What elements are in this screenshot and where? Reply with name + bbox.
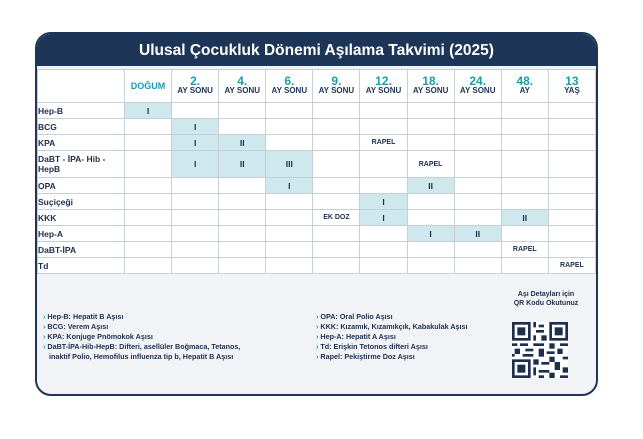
dose-cell <box>266 103 313 119</box>
vaccine-name: OPA <box>38 178 125 194</box>
dose-cell <box>548 226 595 242</box>
dose-cell <box>548 103 595 119</box>
dose-cell <box>266 119 313 135</box>
dose-cell <box>548 135 595 151</box>
dose-cell <box>219 178 266 194</box>
dose-cell <box>125 226 172 242</box>
vaccine-name: KKK <box>38 210 125 226</box>
dose-cell <box>172 194 219 210</box>
dose-cell <box>407 258 454 274</box>
dose-cell <box>172 178 219 194</box>
schedule-title: Ulusal Çocukluk Dönemi Aşılama Takvimi (2025) <box>37 34 596 66</box>
dose-cell <box>360 103 407 119</box>
col-header: 2. AY SONU <box>172 70 219 103</box>
legend-item: › BCG: Verem Aşısı <box>43 322 109 331</box>
dose-cell <box>172 210 219 226</box>
legend-item: › Td: Erişkin Tetonos difteri Aşısı <box>316 342 428 351</box>
dose-cell <box>548 178 595 194</box>
dose-cell <box>501 151 548 178</box>
dose-cell <box>313 119 360 135</box>
dose-cell <box>454 135 501 151</box>
dose-cell <box>266 194 313 210</box>
dose-cell <box>454 119 501 135</box>
legend-item: › OPA: Oral Polio Aşısı <box>316 312 393 321</box>
dose-cell: I <box>172 119 219 135</box>
dose-cell <box>125 151 172 178</box>
dose-cell <box>219 242 266 258</box>
dose-cell <box>266 210 313 226</box>
dose-cell <box>407 242 454 258</box>
dose-cell <box>501 226 548 242</box>
dose-cell <box>125 258 172 274</box>
table-row <box>38 135 596 151</box>
dose-cell: II <box>407 178 454 194</box>
dose-cell <box>313 242 360 258</box>
vaccination-schedule-card <box>35 32 598 396</box>
dose-cell: RAPEL <box>407 151 454 178</box>
col-header: 13 YAŞ <box>548 70 595 103</box>
dose-cell <box>219 194 266 210</box>
dose-cell <box>125 210 172 226</box>
dose-cell <box>360 151 407 178</box>
dose-cell <box>313 135 360 151</box>
dose-cell <box>125 135 172 151</box>
vaccine-name: BCG <box>38 119 125 135</box>
dose-cell: III <box>266 151 313 178</box>
dose-cell: I <box>172 135 219 151</box>
dose-cell <box>172 242 219 258</box>
dose-cell <box>454 210 501 226</box>
dose-cell <box>454 151 501 178</box>
legend-item: › Rapel: Pekiştirme Doz Aşısı <box>316 352 415 361</box>
schedule-table <box>37 69 596 274</box>
dose-cell <box>360 258 407 274</box>
dose-cell <box>501 258 548 274</box>
dose-cell <box>454 242 501 258</box>
dose-cell <box>266 226 313 242</box>
dose-cell <box>548 119 595 135</box>
dose-cell <box>360 242 407 258</box>
dose-cell: II <box>219 151 266 178</box>
dose-cell <box>360 226 407 242</box>
dose-cell <box>266 135 313 151</box>
legend-item: › DaBT-İPA-Hib-HepB: Difteri, asellüler Boğmaca, Tetanos, <box>43 342 241 351</box>
dose-cell <box>172 226 219 242</box>
dose-cell <box>501 135 548 151</box>
dose-cell: EK DOZ <box>313 210 360 226</box>
col-header: 9. AY SONU <box>313 70 360 103</box>
dose-cell <box>313 194 360 210</box>
legend-item: › KPA: Konjuge Pnömokok Aşısı <box>43 332 153 341</box>
dose-cell: RAPEL <box>360 135 407 151</box>
dose-cell <box>313 178 360 194</box>
dose-cell <box>407 210 454 226</box>
col-header: 18. AY SONU <box>407 70 454 103</box>
dose-cell <box>125 119 172 135</box>
dose-cell <box>266 258 313 274</box>
vaccine-name: DaBT - İPA- Hib - HepB <box>38 151 125 178</box>
qr-caption-line: Aşı Detayları için <box>517 291 575 298</box>
vaccine-name: DaBT-İPA <box>38 242 125 258</box>
dose-cell: I <box>360 194 407 210</box>
legend-left <box>43 312 240 362</box>
table-row <box>38 258 596 274</box>
dose-cell <box>125 194 172 210</box>
legend-item: inaktif Polio, Hemofilus influenza tip b, Hepatit B Aşısı <box>49 352 234 361</box>
dose-cell <box>172 258 219 274</box>
dose-cell <box>219 119 266 135</box>
vaccine-name: Hep-B <box>38 103 125 119</box>
dose-cell <box>313 151 360 178</box>
dose-cell: RAPEL <box>501 242 548 258</box>
dose-cell <box>454 194 501 210</box>
header-row <box>38 70 596 103</box>
dose-cell: I <box>407 226 454 242</box>
dose-cell: I <box>172 151 219 178</box>
dose-cell <box>313 103 360 119</box>
dose-cell <box>219 258 266 274</box>
corner-cell <box>38 70 125 103</box>
table-row <box>38 194 596 210</box>
col-header: 24. AY SONU <box>454 70 501 103</box>
dose-cell <box>454 178 501 194</box>
dose-cell: II <box>454 226 501 242</box>
dose-cell <box>266 242 313 258</box>
col-header: 12. AY SONU <box>360 70 407 103</box>
table-row <box>38 178 596 194</box>
col-header: 48. AY <box>501 70 548 103</box>
dose-cell <box>501 119 548 135</box>
dose-cell: I <box>266 178 313 194</box>
dose-cell <box>125 178 172 194</box>
dose-cell <box>125 242 172 258</box>
table-row <box>38 210 596 226</box>
col-header: 4. AY SONU <box>219 70 266 103</box>
dose-cell <box>454 103 501 119</box>
vaccine-name: Suçiçeği <box>38 194 125 210</box>
dose-cell <box>313 226 360 242</box>
vaccine-name: Hep-A <box>38 226 125 242</box>
dose-cell <box>407 194 454 210</box>
col-header: DOĞUM <box>125 70 172 103</box>
dose-cell <box>501 178 548 194</box>
dose-cell: II <box>501 210 548 226</box>
qr-code-icon[interactable] <box>512 322 568 378</box>
table-row <box>38 151 596 178</box>
table-row <box>38 226 596 242</box>
dose-cell <box>407 103 454 119</box>
legend-right <box>316 312 468 362</box>
table-row <box>38 103 596 119</box>
dose-cell: I <box>360 210 407 226</box>
dose-cell <box>407 135 454 151</box>
dose-cell <box>548 242 595 258</box>
legend-item: › Hep-B: Hepatit B Aşısı <box>43 312 124 321</box>
schedule-body <box>38 103 596 274</box>
dose-cell <box>219 103 266 119</box>
dose-cell <box>548 210 595 226</box>
legend-item: › Hep-A: Hepatit A Aşısı <box>316 332 396 341</box>
dose-cell <box>360 119 407 135</box>
dose-cell <box>407 119 454 135</box>
dose-cell: I <box>125 103 172 119</box>
dose-cell: II <box>219 135 266 151</box>
dose-cell: RAPEL <box>548 258 595 274</box>
dose-cell <box>313 258 360 274</box>
vaccine-name: Td <box>38 258 125 274</box>
vaccine-name: KPA <box>38 135 125 151</box>
table-row <box>38 119 596 135</box>
dose-cell <box>219 226 266 242</box>
col-header: 6. AY SONU <box>266 70 313 103</box>
dose-cell <box>548 151 595 178</box>
dose-cell <box>454 258 501 274</box>
dose-cell <box>501 194 548 210</box>
qr-caption <box>499 290 593 308</box>
dose-cell <box>360 178 407 194</box>
table-row <box>38 242 596 258</box>
dose-cell <box>501 103 548 119</box>
dose-cell <box>172 103 219 119</box>
dose-cell <box>219 210 266 226</box>
legend-item: › KKK: Kızamık, Kızamıkçık, Kabakulak Aşısı <box>316 322 468 331</box>
qr-caption-line: QR Kodu Okutunuz <box>513 300 579 307</box>
dose-cell <box>548 194 595 210</box>
